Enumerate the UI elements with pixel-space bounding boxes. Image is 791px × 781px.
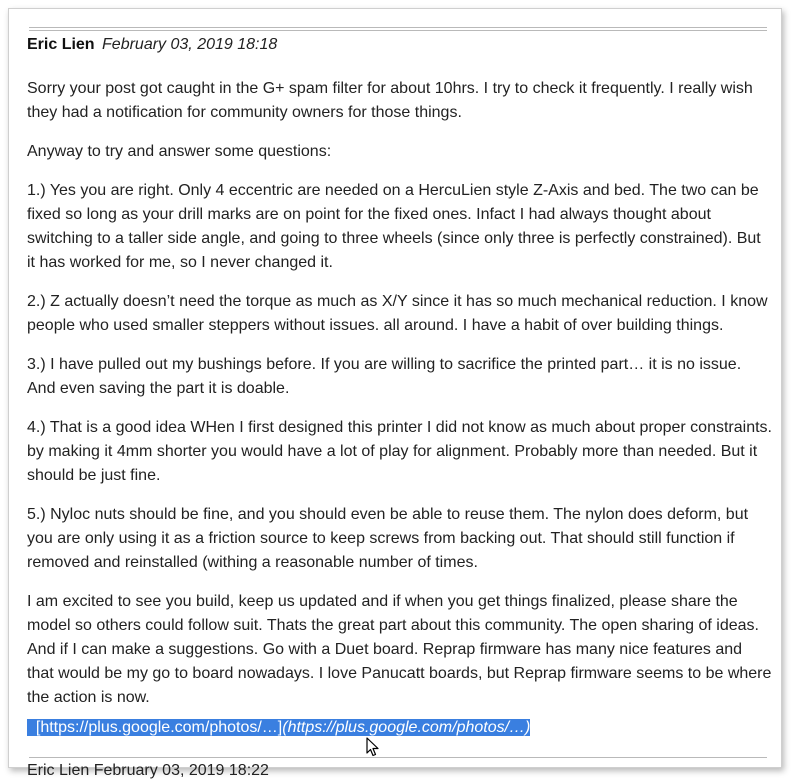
- post-paragraph-4: 2.) Z actually doesn’t need the torque as much as X/Y since it has so much mechanical reduction. I know people who used smaller steppers without issues. all around. I have a habit of over building things.: [27, 293, 768, 334]
- top-divider: [29, 27, 767, 28]
- photo-link[interactable]: [27, 718, 530, 738]
- post-paragraph-2: Anyway to try and answer some questions:: [27, 143, 332, 160]
- photo-link-selection[interactable]: [27, 719, 530, 736]
- post-author: Eric Lien: [27, 36, 95, 53]
- photo-link-text[interactable]: [https://plus.google.com/photos/…]: [35, 719, 283, 736]
- comment-window: [8, 8, 782, 779]
- next-post-header: Eric Lien February 03, 2019 18:22: [27, 762, 269, 779]
- top-divider-2: [29, 30, 767, 31]
- post-header: [27, 35, 772, 55]
- post-paragraph-5: 3.) I have pulled out my bushings before. If you are willing to sacrifice the printed part… it is no issue. And even saving the part it is doable.: [27, 356, 742, 397]
- post-paragraph-6: 4.) That is a good idea WHen I first designed this printer I did not know as much about proper constraints. by making it 4mm shorter you would have a lot of play for alignment. Probably more than needed. But it should be just fine.: [27, 419, 772, 484]
- comment-post: [27, 33, 772, 710]
- mouse-pointer-icon: [366, 737, 380, 757]
- post-paragraph-7: 5.) Nyloc nuts should be fine, and you should even be able to reuse them. The nylon does deform, but you are only using it as a friction source to keep screws from backing out. That should still function if removed and reinstalled (withing a reasonable number of times.: [27, 506, 749, 571]
- post-paragraph-8: I am excited to see you build, keep us updated and if when you get things finalized, please share the model so others could follow suit. Thats the great part about this community. The open sharing of ideas. And if I can make a suggestions. Go with a Duet board. Reprap firmware has many nice features and that would be my go to board nowadays. I love Panucatt boards, but Reprap firmware seems to be where the action is now.: [27, 593, 772, 706]
- post-divider: [29, 757, 767, 758]
- post-paragraph-1: Sorry your post got caught in the G+ spam filter for about 10hrs. I try to check it frequently. I really wish they had a notification for community owners for those things.: [27, 80, 753, 121]
- post-paragraph-3: 1.) Yes you are right. Only 4 eccentric are needed on a HercuLien style Z-Axis and bed. The two can be fixed so long as your drill marks are on point for the fixed ones. Infact I had always thought about switching to a taller side angle, and going to three wheels (since only three is perfectly constrained). But it has worked for me, so I never changed it.: [27, 182, 761, 271]
- post-date: February 03, 2019 18:18: [102, 36, 278, 53]
- photo-link-url[interactable]: (https://plus.google.com/photos/…): [282, 719, 531, 736]
